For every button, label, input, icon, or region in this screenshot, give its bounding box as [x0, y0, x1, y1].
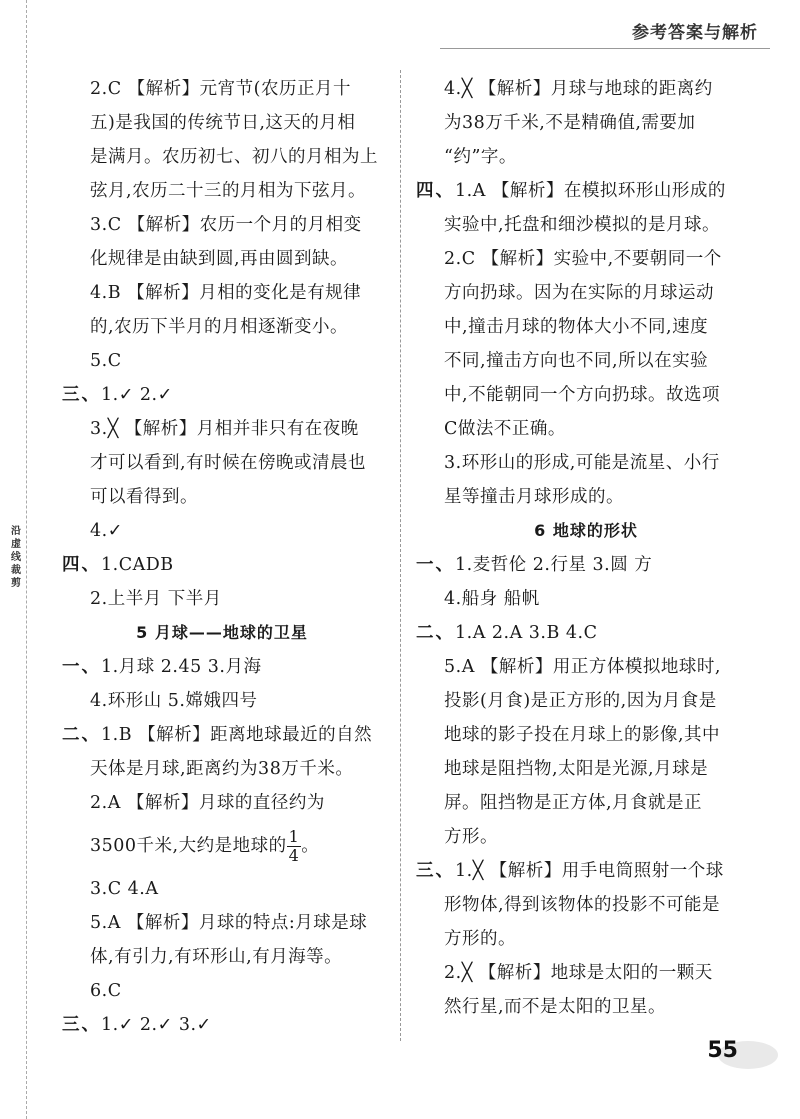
- answer-line: [416, 446, 756, 480]
- page-number: 55: [707, 1038, 738, 1063]
- answer-line: [416, 684, 756, 718]
- answer-text: 1.✓ 2.✓: [101, 385, 173, 405]
- answer-text: C做法不正确。: [444, 419, 566, 439]
- answer-line: [416, 786, 756, 820]
- answer-text: 2.A 【解析】月球的直径约为: [90, 793, 325, 813]
- answer-line: [416, 922, 756, 956]
- answer-text: 化规律是由缺到圆,再由圆到缺。: [90, 249, 349, 269]
- answer-text: 弦月,农历二十三的月相为下弦月。: [90, 181, 367, 201]
- answer-text: 地球是阻挡物,太阳是光源,月球是: [444, 759, 709, 779]
- answer-text: 方形的。: [444, 929, 516, 949]
- answer-line: [62, 718, 382, 752]
- answer-line: [62, 310, 382, 344]
- answer-line: [416, 310, 756, 344]
- fraction: [287, 828, 302, 865]
- answer-line: [62, 344, 382, 378]
- answer-text: 1.CADB: [101, 555, 174, 575]
- answer-line: [62, 174, 382, 208]
- answer-text: 3.C 4.A: [90, 879, 159, 899]
- answer-text: 3.C 【解析】农历一个月的月相变: [90, 215, 362, 235]
- answer-text: 五)是我国的传统节日,这天的月相: [90, 113, 356, 133]
- answer-line: [62, 1008, 382, 1042]
- answer-text: 4.环形山 5.嫦娥四号: [90, 691, 258, 711]
- answer-line: [416, 106, 756, 140]
- fraction-numerator: 1: [288, 827, 300, 846]
- answer-text: 1.A 【解析】在模拟环形山形成的: [455, 181, 726, 201]
- answer-line: [62, 140, 382, 174]
- answer-line: [416, 752, 756, 786]
- answer-text: 然行星,而不是太阳的卫星。: [444, 997, 667, 1017]
- answer-line: [62, 940, 382, 974]
- answer-line: [416, 990, 756, 1024]
- answer-line: [416, 616, 756, 650]
- answer-line: [416, 956, 756, 990]
- question-group-marker: 二、: [416, 623, 455, 643]
- answer-text: 4.船身 船帆: [444, 589, 540, 609]
- answer-line: [62, 752, 382, 786]
- answer-text: 地球的影子投在月球上的影像,其中: [444, 725, 721, 745]
- answer-text: 2.C 【解析】实验中,不要朝同一个: [444, 249, 722, 269]
- answer-line: [416, 72, 756, 106]
- answer-line: [62, 906, 382, 940]
- answer-text: 5.C: [90, 351, 122, 371]
- answer-line: [416, 854, 756, 888]
- answer-text: 2.上半月 下半月: [90, 589, 222, 609]
- answer-text: 1.月球 2.45 3.月海: [101, 657, 262, 677]
- answer-text: 5.A 【解析】月球的特点:月球是球: [90, 913, 368, 933]
- section-heading: [416, 514, 756, 548]
- answer-line: [416, 242, 756, 276]
- answer-text: 的,农历下半月的月相逐渐变小。: [90, 317, 349, 337]
- answer-text: 3.环形山的形成,可能是流星、小行: [444, 453, 720, 473]
- answer-text: 6.C: [90, 981, 122, 1001]
- answer-text: 中,不能朝同一个方向扔球。故选项: [444, 385, 721, 405]
- answer-line: [62, 514, 382, 548]
- answer-text: 1.╳ 【解析】用手电筒照射一个球: [455, 861, 724, 881]
- question-group-marker: 三、: [416, 861, 455, 881]
- answer-line: [416, 718, 756, 752]
- question-group-marker: 四、: [62, 555, 101, 575]
- answer-text: 可以看得到。: [90, 487, 198, 507]
- answer-line: [416, 412, 756, 446]
- answer-line: [62, 650, 382, 684]
- answer-text: 5.A 【解析】用正方体模拟地球时,: [444, 657, 721, 677]
- question-group-marker: 四、: [416, 181, 455, 201]
- answer-text: 不同,撞击方向也不同,所以在实验: [444, 351, 709, 371]
- answer-text: 中,撞击月球的物体大小不同,速度: [444, 317, 709, 337]
- answer-text: 2.╳ 【解析】地球是太阳的一颗天: [444, 963, 713, 983]
- question-group-marker: 三、: [62, 385, 101, 405]
- answer-line: [416, 378, 756, 412]
- answer-line: [416, 276, 756, 310]
- answer-line: [62, 872, 382, 906]
- answer-text: 屏。阻挡物是正方体,月食就是正: [444, 793, 703, 813]
- answer-suffix: 。: [301, 836, 320, 856]
- answer-text: 实验中,托盘和细沙模拟的是月球。: [444, 215, 721, 235]
- answer-line: [416, 548, 756, 582]
- answer-line: [416, 650, 756, 684]
- left-column: [62, 72, 382, 1042]
- answer-line: [62, 378, 382, 412]
- cut-line: [26, 0, 27, 1119]
- answer-line: [62, 208, 382, 242]
- answer-text: 方向扔球。因为在实际的月球运动: [444, 283, 714, 303]
- answer-line: [62, 974, 382, 1008]
- answer-line: [62, 582, 382, 616]
- answer-text: 1.B 【解析】距离地球最近的自然: [101, 725, 373, 745]
- answer-line: [416, 820, 756, 854]
- answer-text: 方形。: [444, 827, 498, 847]
- answer-line: [416, 480, 756, 514]
- answer-text: 天体是月球,距离约为38万千米。: [90, 759, 354, 779]
- answer-line: [416, 174, 756, 208]
- question-group-marker: 二、: [62, 725, 101, 745]
- answer-line: [416, 582, 756, 616]
- answer-line: [416, 208, 756, 242]
- answer-line: [62, 276, 382, 310]
- answer-text: 3.╳ 【解析】月相并非只有在夜晚: [90, 419, 359, 439]
- answer-line: [62, 242, 382, 276]
- answer-line: [416, 344, 756, 378]
- answer-text: 形物体,得到该物体的投影不可能是: [444, 895, 721, 915]
- header-rule: [440, 48, 770, 49]
- answer-text: 体,有引力,有环形山,有月海等。: [90, 947, 343, 967]
- answer-line: [62, 786, 382, 820]
- answer-text: 4.✓: [90, 521, 123, 541]
- question-group-marker: 一、: [416, 555, 455, 575]
- answer-line: [62, 106, 382, 140]
- answer-text: “约”字。: [444, 147, 517, 167]
- answer-line: [62, 480, 382, 514]
- answer-line: [416, 140, 756, 174]
- answer-line: [62, 72, 382, 106]
- cut-label: 沿虚线裁剪: [11, 526, 21, 589]
- answer-line: [62, 548, 382, 582]
- answer-text: 6 地球的形状: [534, 521, 638, 540]
- answer-text: 1.✓ 2.✓ 3.✓: [101, 1015, 212, 1035]
- answer-text: 为38万千米,不是精确值,需要加: [444, 113, 696, 133]
- fraction-denominator: 4: [288, 846, 300, 865]
- answer-line: [62, 446, 382, 480]
- answer-line: [416, 888, 756, 922]
- answer-text: 是满月。农历初七、初八的月相为上: [90, 147, 378, 167]
- answer-line: [62, 412, 382, 446]
- answer-text: 星等撞击月球形成的。: [444, 487, 624, 507]
- answer-text: 2.C 【解析】元宵节(农历正月十: [90, 79, 351, 99]
- answer-text: 投影(月食)是正方形的,因为月食是: [444, 691, 717, 711]
- answer-text: 1.A 2.A 3.B 4.C: [455, 623, 598, 643]
- question-group-marker: 三、: [62, 1015, 101, 1035]
- section-heading: [62, 616, 382, 650]
- answer-text: 4.B 【解析】月相的变化是有规律: [90, 283, 362, 303]
- answer-text: 才可以看到,有时候在傍晚或清晨也: [90, 453, 367, 473]
- answer-text: 1.麦哲伦 2.行星 3.圆 方: [455, 555, 653, 575]
- right-column: [416, 72, 756, 1024]
- answer-line: [62, 684, 382, 718]
- answer-line: [62, 820, 382, 872]
- column-divider: [400, 70, 401, 1041]
- answer-text: 4.╳ 【解析】月球与地球的距离约: [444, 79, 713, 99]
- question-group-marker: 一、: [62, 657, 101, 677]
- answer-text: 3500千米,大约是地球的: [90, 836, 287, 856]
- page-header-title: 参考答案与解析: [632, 23, 758, 43]
- answer-text: 5 月球——地球的卫星: [136, 623, 308, 642]
